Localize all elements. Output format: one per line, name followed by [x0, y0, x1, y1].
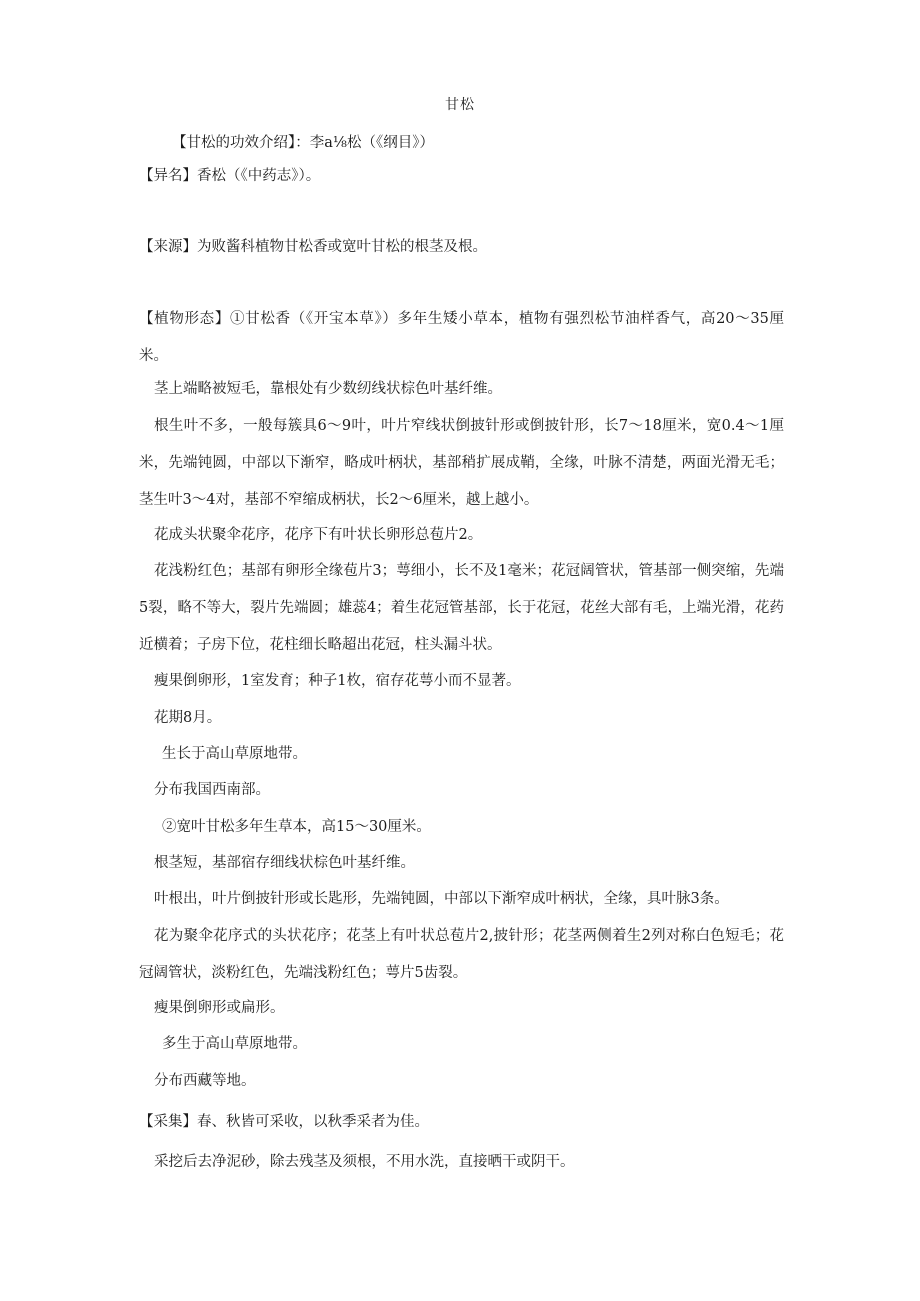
body-line: ②宽叶甘松多年生草本，高15～30厘米。 — [162, 819, 431, 835]
body-line: 分布我国西南部。 — [154, 782, 270, 798]
page-title: 甘松 — [445, 97, 475, 113]
body-paragraph: 花为聚伞花序式的头状花序；花茎上有叶状总苞片2,披针形；花茎两侧着生2列对称白色短毛；花冠阔管状，淡粉红色，先端浅粉红色；萼片5齿裂。 — [139, 928, 784, 981]
body-line: 采挖后去净泥砂，除去残茎及须根，不用水洗，直接晒干或阴干。 — [154, 1154, 575, 1170]
body-paragraph: 花浅粉红色；基部有卵形全缘苞片3；萼细小，长不及1毫米；花冠阔管状，管基部一侧突缩，先端5裂，略不等大，裂片先端圆；雄蕊4；着生花冠管基部，长于花冠，花丝大部有毛，上端光滑，花药近横着；子房下位，花柱细长略超出花冠，柱头漏斗状。 — [139, 563, 784, 653]
body-paragraph: 根生叶不多，一般每簇具6～9叶，叶片窄线状倒披针形或倒披针形，长7～18厘米，宽0.4～1厘米，先端钝圆，中部以下渐窄，略成叶柄状，基部稍扩展成鞘，全缘，叶脉不清楚，两面光滑无毛；茎生叶3～4对，基部不窄缩成柄状，长2～6厘米，越上越小。 — [139, 418, 784, 508]
body-line: 茎上端略被短毛，靠根处有少数纫线状棕色叶基纤维。 — [154, 381, 502, 397]
alias-line: 【异名】香松（《中药志》）。 — [139, 168, 321, 184]
body-line: 多生于高山草原地带。 — [162, 1036, 307, 1052]
body-line: 分布西藏等地。 — [154, 1073, 256, 1089]
body-line: 瘦果倒卵形，1室发育；种子1枚，宿存花萼小而不显著。 — [154, 673, 521, 689]
collect-line: 【采集】春、秋皆可采收，以秋季采者为佳。 — [139, 1114, 429, 1130]
source-line: 【来源】为败酱科植物甘松香或宽叶甘松的根茎及根。 — [139, 239, 487, 255]
body-line: 瘦果倒卵形或扁形。 — [154, 1000, 285, 1016]
intro-line: 【甘松的功效介绍】：李a⅛松（《纲目》） — [172, 135, 434, 151]
body-line: 花期8月。 — [154, 710, 222, 726]
body-line: 叶根出，叶片倒披针形或长匙形，先端钝圆，中部以下渐窄成叶柄状，全缘，具叶脉3条。 — [154, 891, 729, 907]
body-line: 根茎短，基部宿存细线状棕色叶基纤维。 — [154, 855, 415, 871]
body-line: 花成头状聚伞花序，花序下有叶状长卵形总苞片2。 — [154, 527, 483, 543]
body-line: 生长于高山草原地带。 — [162, 746, 307, 762]
morphology-paragraph: 【植物形态】①甘松香（《开宝本草》）多年生矮小草本，植物有强烈松节油样香气，高20～35厘米。 — [139, 311, 784, 364]
